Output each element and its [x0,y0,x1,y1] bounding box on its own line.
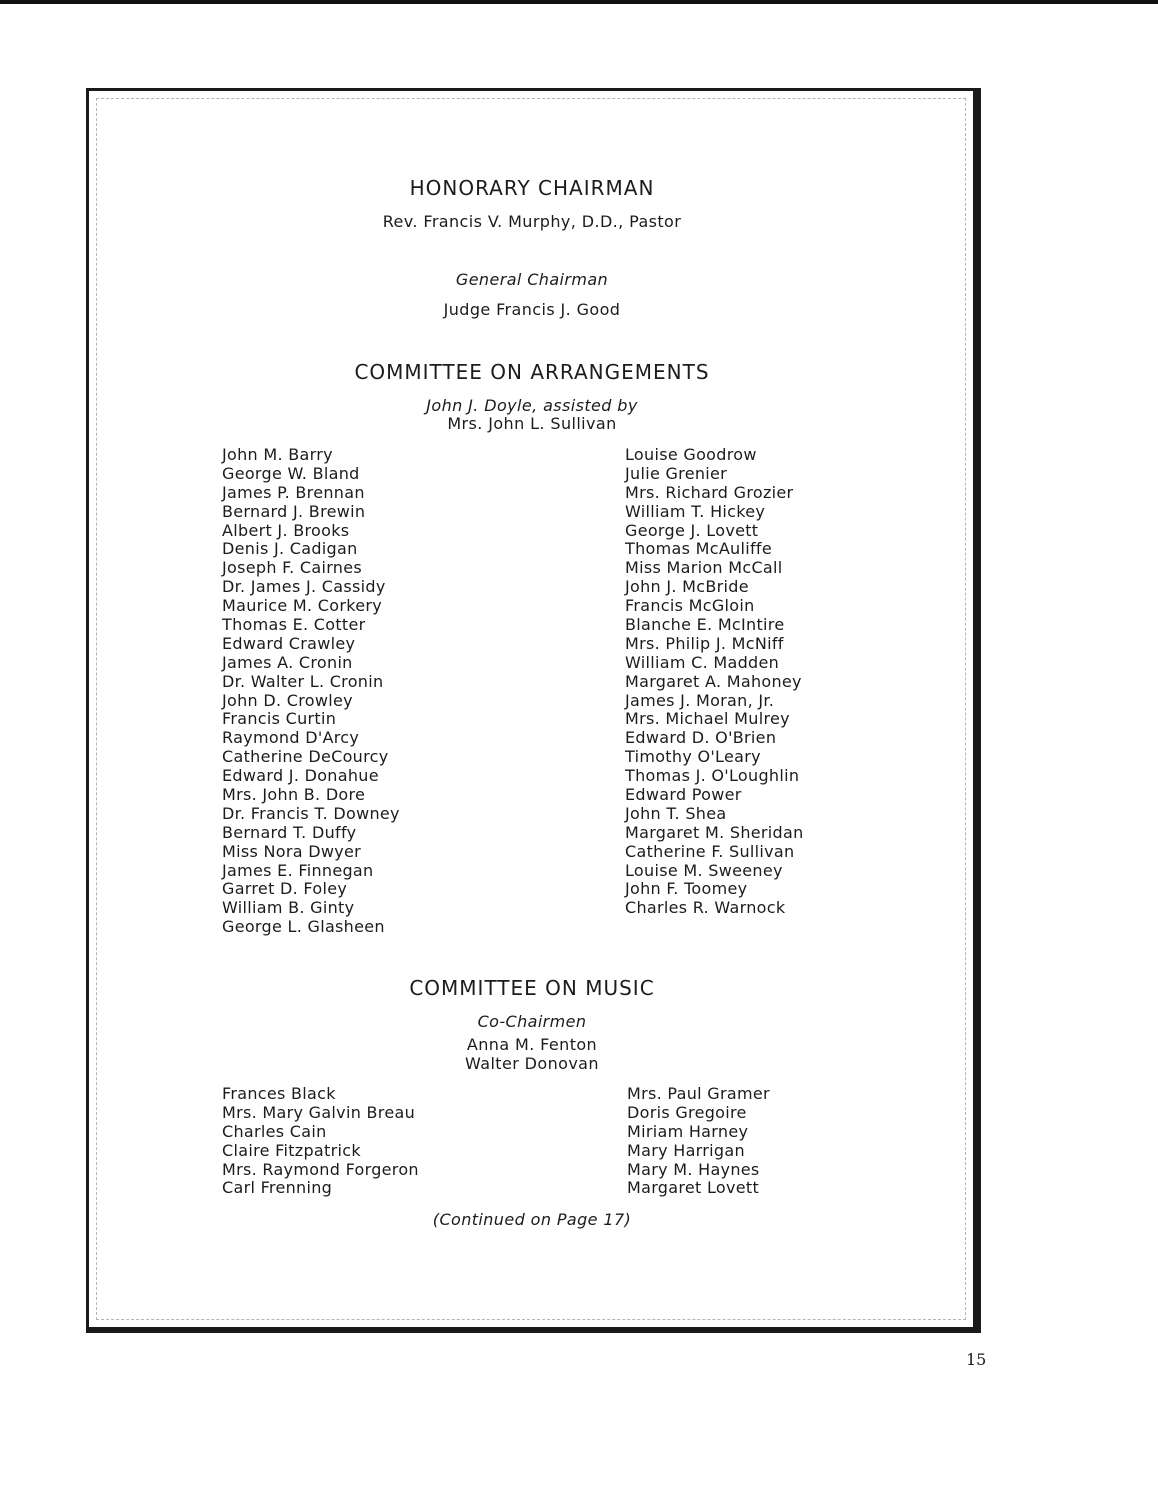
member-name: Miriam Harney [627,1121,749,1141]
member-name: Francis Curtin [222,709,337,729]
member-name: Mary Harrigan [627,1140,745,1160]
honorary-chairman-heading: HONORARY CHAIRMAN [409,176,655,200]
member-name: Mrs. Raymond Forgeron [222,1159,419,1179]
member-name: Mrs. Paul Gramer [627,1084,770,1103]
member-name: Carl Frenning [222,1178,333,1198]
member-name: Raymond D'Arcy [222,728,360,748]
member-name: Blanche E. McIntire [625,615,785,635]
member-name: George L. Glasheen [222,917,385,937]
member-name: Louise M. Sweeney [625,860,783,880]
member-name: Charles Cain [222,1121,327,1141]
member-name: Miss Nora Dwyer [222,841,362,861]
member-name: John J. McBride [625,577,749,597]
member-name: John D. Crowley [222,690,353,710]
member-name: William T. Hickey [625,501,766,521]
member-name: Dr. Francis T. Downey [222,803,400,823]
member-name: Bernard J. Brewin [222,501,366,521]
member-name: James A. Cronin [222,652,353,672]
member-name: Julie Grenier [625,463,728,483]
member-name: Edward Crawley [222,633,356,653]
member-name: Doris Gregoire [627,1102,747,1122]
honorary-chairman-name: Rev. Francis V. Murphy, D.D., Pastor [382,212,682,231]
arrangements-right-column [625,446,804,918]
member-name: Thomas McAuliffe [625,539,773,559]
member-name: Maurice M. Corkery [222,596,383,616]
member-name: Margaret M. Sheridan [625,822,804,842]
member-name: Mary M. Haynes [627,1159,760,1179]
member-name: Margaret Lovett [627,1178,760,1198]
member-name: Albert J. Brooks [222,520,350,540]
member-name: Timothy O'Leary [625,747,761,767]
member-name: William C. Madden [625,652,780,672]
music-cochair-1: Anna M. Fenton [466,1035,598,1054]
music-heading: COMMITTEE ON MUSIC [409,976,655,1000]
member-name: Mrs. Michael Mulrey [625,709,790,729]
member-name: Mrs. John B. Dore [222,785,366,805]
member-name: Joseph F. Cairnes [222,558,363,578]
arrangements-chair: John J. Doyle, assisted by [426,396,638,415]
music-cochair-2: Walter Donovan [465,1054,599,1073]
member-name: Margaret A. Mahoney [625,671,802,691]
scan-top-edge [0,0,1158,4]
member-name: John F. Toomey [625,879,748,899]
member-name: Garret D. Foley [222,879,348,899]
member-name: Mrs. Mary Galvin Breau [222,1102,416,1122]
member-name: Louise Goodrow [625,445,757,464]
member-name: Mrs. Richard Grozier [625,482,794,502]
member-name: Edward Power [625,785,742,805]
member-name: Dr. James J. Cassidy [222,577,386,597]
music-right-column [627,1085,770,1198]
continued-note: (Continued on Page 17) [432,1210,632,1229]
music-left-column [222,1085,419,1198]
member-name: Francis McGloin [625,596,755,616]
member-name: Catherine F. Sullivan [625,841,795,861]
member-name: William B. Ginty [222,898,355,918]
arrangements-heading: COMMITTEE ON ARRANGEMENTS [354,360,710,384]
general-chairman-name: Judge Francis J. Good [443,300,621,319]
member-name: Thomas J. O'Loughlin [625,766,800,786]
member-name: James P. Brennan [222,482,365,502]
member-name: James E. Finnegan [222,860,374,880]
member-name: John T. Shea [625,803,727,823]
member-name: Catherine DeCourcy [222,747,389,767]
member-name: George J. Lovett [625,520,759,540]
member-name: John M. Barry [222,445,333,464]
member-name: Frances Black [222,1084,336,1103]
member-name: Bernard T. Duffy [222,822,357,842]
member-name: Thomas E. Cotter [222,615,366,635]
member-name: Miss Marion McCall [625,558,783,578]
member-name: George W. Bland [222,463,360,483]
general-chairman-label: General Chairman [455,270,609,289]
arrangements-left-column [222,446,400,937]
member-name: Edward J. Donahue [222,766,379,786]
member-name: Denis J. Cadigan [222,539,358,559]
member-name: Edward D. O'Brien [625,728,777,748]
page-number: 15 [966,1350,987,1369]
member-name: Dr. Walter L. Cronin [222,671,384,691]
member-name: Claire Fitzpatrick [222,1140,361,1160]
member-name: Charles R. Warnock [625,898,786,918]
member-name: James J. Moran, Jr. [625,690,775,710]
music-cochair-label: Co-Chairmen [477,1012,587,1031]
member-name: Mrs. Philip J. McNiff [625,633,784,653]
arrangements-assistant: Mrs. John L. Sullivan [447,414,617,433]
